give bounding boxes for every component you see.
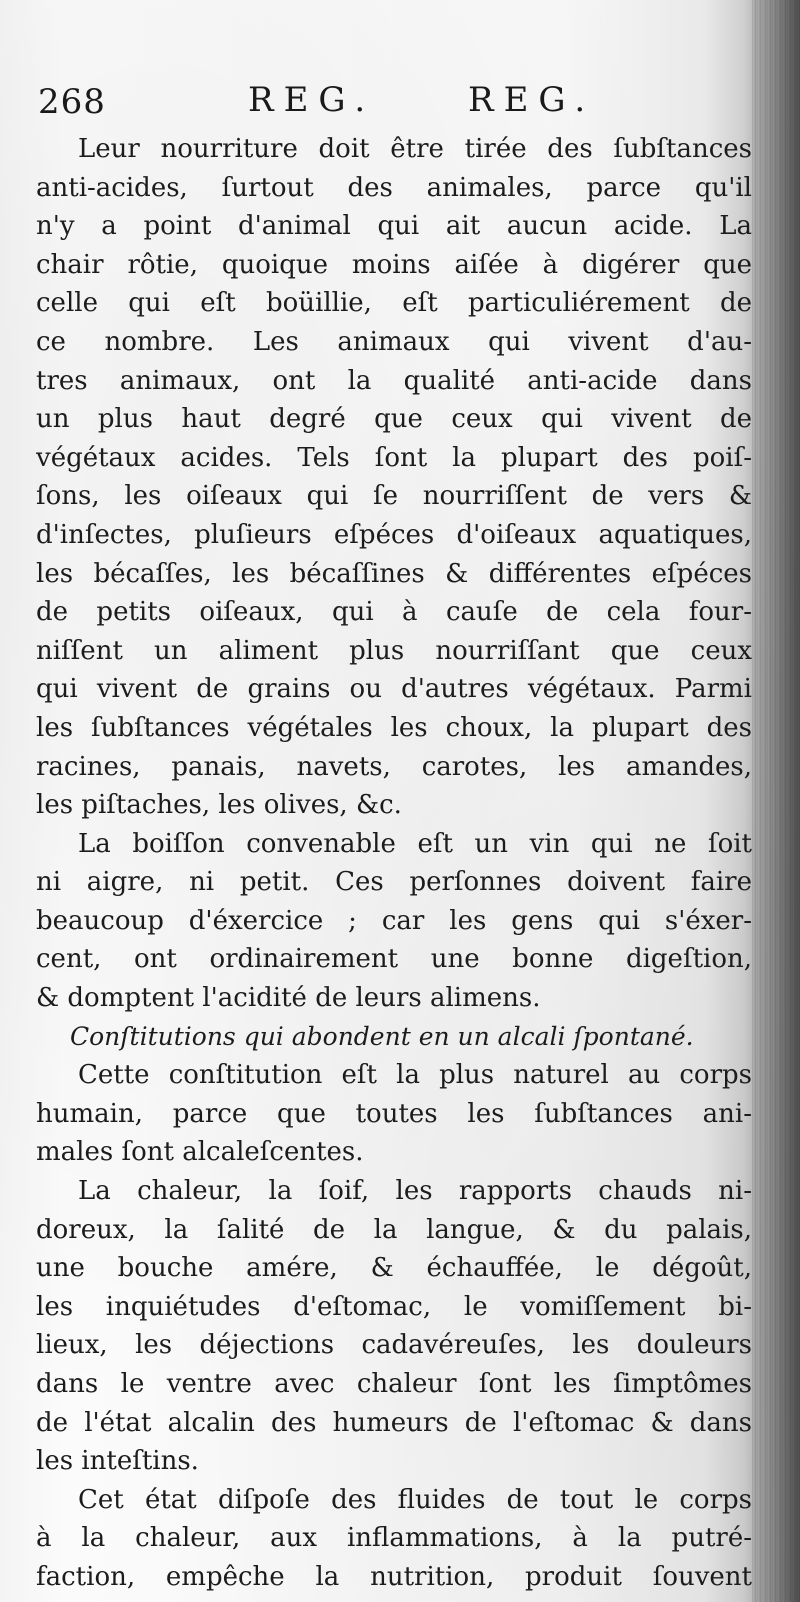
text-line: ni aigre, ni petit. Ces perſonnes doivent faire <box>36 867 752 898</box>
text-line: ſons, les oiſeaux qui ſe nourriſſent de vers & <box>36 481 752 512</box>
text-line: d'inſectes, pluſieurs eſpéces d'oiſeaux aquatiques, <box>36 519 752 550</box>
running-head-right: REG. <box>468 80 596 120</box>
text-line: males ſont alcaleſcentes. <box>36 1137 364 1168</box>
text-line: La boiſſon convenable eſt un vin qui ne ſoit <box>78 828 752 859</box>
text-line: à la chaleur, aux inflammations, à la putré- <box>36 1523 752 1554</box>
text-line: les ſubſtances végétales les choux, la plupart des <box>36 712 752 743</box>
text-line: un plus haut degré que ceux qui vivent de <box>36 404 752 435</box>
text-line: dans le ventre avec chaleur ſont les ſimptômes <box>36 1369 752 1399</box>
text-line: chair rôtie, quoique moins aiſée à digérer que <box>36 249 752 280</box>
text-line: Leur nourriture doit être tirée des ſubſtances <box>78 134 752 164</box>
body-text <box>36 130 752 1597</box>
text-line: les inquiétudes d'eſtomac, le vomiſſement bi- <box>36 1291 752 1322</box>
text-line: les piſtaches, les olives, &c. <box>36 790 402 821</box>
text-line: une bouche amére, & échauffée, le dégoût, <box>36 1253 752 1284</box>
text-line: Cet état diſpoſe des fluides de tout le corps <box>78 1484 752 1515</box>
page-header <box>38 80 738 130</box>
text-line: humain, parce que toutes les ſubſtances ani- <box>36 1098 752 1129</box>
text-line: racines, panais, navets, carotes, les amandes, <box>36 751 752 782</box>
text-line: cent, ont ordinairement une bonne digeſtion, <box>36 944 752 975</box>
page-number: 268 <box>38 82 106 122</box>
text-line: La chaleur, la ſoif, les rapports chauds ni- <box>78 1176 752 1207</box>
running-head-left: REG. <box>248 80 376 120</box>
text-line: Cette conſtitution eſt la plus naturel au corps <box>78 1060 752 1091</box>
text-line: les inteſtins. <box>36 1446 199 1477</box>
text-line: anti-acides, ſurtout des animales, parce qu'il <box>36 172 752 203</box>
text-line: n'y a point d'animal qui ait aucun acide. La <box>36 211 752 242</box>
text-line: beaucoup d'éxercice ; car les gens qui s'éxer- <box>36 905 752 936</box>
text-line: de l'état alcalin des humeurs de l'eſtomac & dans <box>36 1407 752 1438</box>
text-line: lieux, les déjections cadavéreuſes, les douleurs <box>36 1330 752 1361</box>
text-line: tres animaux, ont la qualité anti-acide dans <box>36 365 752 396</box>
text-line: celle qui eſt boüillie, eſt particuliérement de <box>36 288 752 319</box>
text-line: végétaux acides. Tels ſont la plupart des poiſ- <box>36 442 752 473</box>
page-gutter-shadow <box>752 0 800 1602</box>
text-line: qui vivent de grains ou d'autres végétaux. Parmi <box>36 674 752 705</box>
text-line: ce nombre. Les animaux qui vivent d'au- <box>36 326 752 357</box>
text-line: niſſent un aliment plus nourriſſant que ceux <box>36 635 752 666</box>
text-line: les bécaſſes, les bécaſſines & différentes eſpéces <box>36 558 752 589</box>
text-line: & domptent l'acidité de leurs alimens. <box>36 983 541 1014</box>
text-line: doreux, la ſalité de la langue, & du palais, <box>36 1214 752 1245</box>
text-line: de petits oiſeaux, qui à cauſe de cela four- <box>36 597 752 628</box>
text-line: faction, empêche la nutrition, produit ſouvent <box>36 1561 752 1592</box>
section-heading: Conſtitutions qui abondent en un alcali ſpontané. <box>70 1021 694 1051</box>
